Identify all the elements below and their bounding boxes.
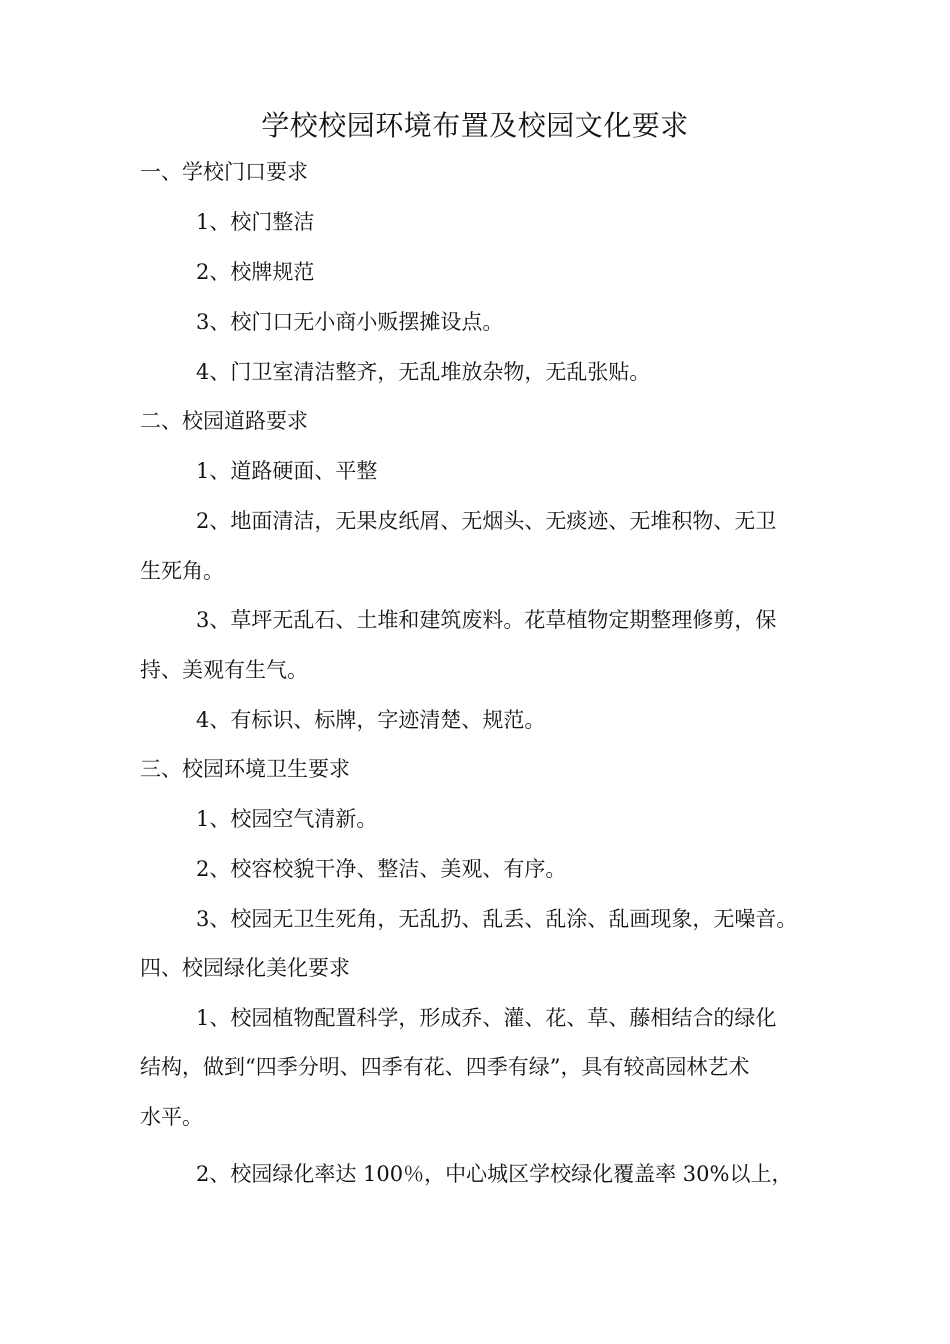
- paragraph-line: 持、美观有生气。: [140, 658, 308, 682]
- paragraph-line: 3、草坪无乱石、土堆和建筑废料。花草植物定期整理修剪，保: [196, 608, 777, 632]
- paragraph-line: 1、校门整洁: [196, 210, 315, 234]
- section-heading-3: 三、校园环境卫生要求: [140, 757, 350, 781]
- paragraph-line: 4、有标识、标牌，字迹清楚、规范。: [196, 708, 546, 732]
- paragraph-line: 结构，做到“四季分明、四季有花、四季有绿”，具有较高园林艺术: [140, 1055, 750, 1079]
- paragraph-line: 1、校园植物配置科学，形成乔、灌、花、草、藤相结合的绿化: [196, 1006, 777, 1030]
- paragraph-line: 4、门卫室清洁整齐，无乱堆放杂物，无乱张贴。: [196, 360, 651, 384]
- section-heading-1: 一、学校门口要求: [140, 160, 308, 184]
- document-title: 学校校园环境布置及校园文化要求: [261, 109, 689, 142]
- paragraph-line: 生死角。: [140, 559, 224, 583]
- paragraph-line: 2、校容校貌干净、整洁、美观、有序。: [196, 857, 567, 881]
- section-heading-4: 四、校园绿化美化要求: [140, 956, 350, 980]
- paragraph-line: 2、校牌规范: [196, 260, 315, 284]
- paragraph-line: 水平。: [140, 1105, 203, 1129]
- paragraph-line: 3、校园无卫生死角，无乱扔、乱丢、乱涂、乱画现象，无噪音。: [196, 907, 798, 931]
- paragraph-line: 2、校园绿化率达 100％，中心城区学校绿化覆盖率 30%以上，: [196, 1162, 793, 1186]
- paragraph-line: 3、校门口无小商小贩摆摊设点。: [196, 310, 504, 334]
- paragraph-line: 1、道路硬面、平整: [196, 459, 378, 483]
- section-heading-2: 二、校园道路要求: [140, 409, 308, 433]
- paragraph-line: 2、地面清洁，无果皮纸屑、无烟头、无痰迹、无堆积物、无卫: [196, 509, 777, 533]
- paragraph-line: 1、校园空气清新。: [196, 807, 378, 831]
